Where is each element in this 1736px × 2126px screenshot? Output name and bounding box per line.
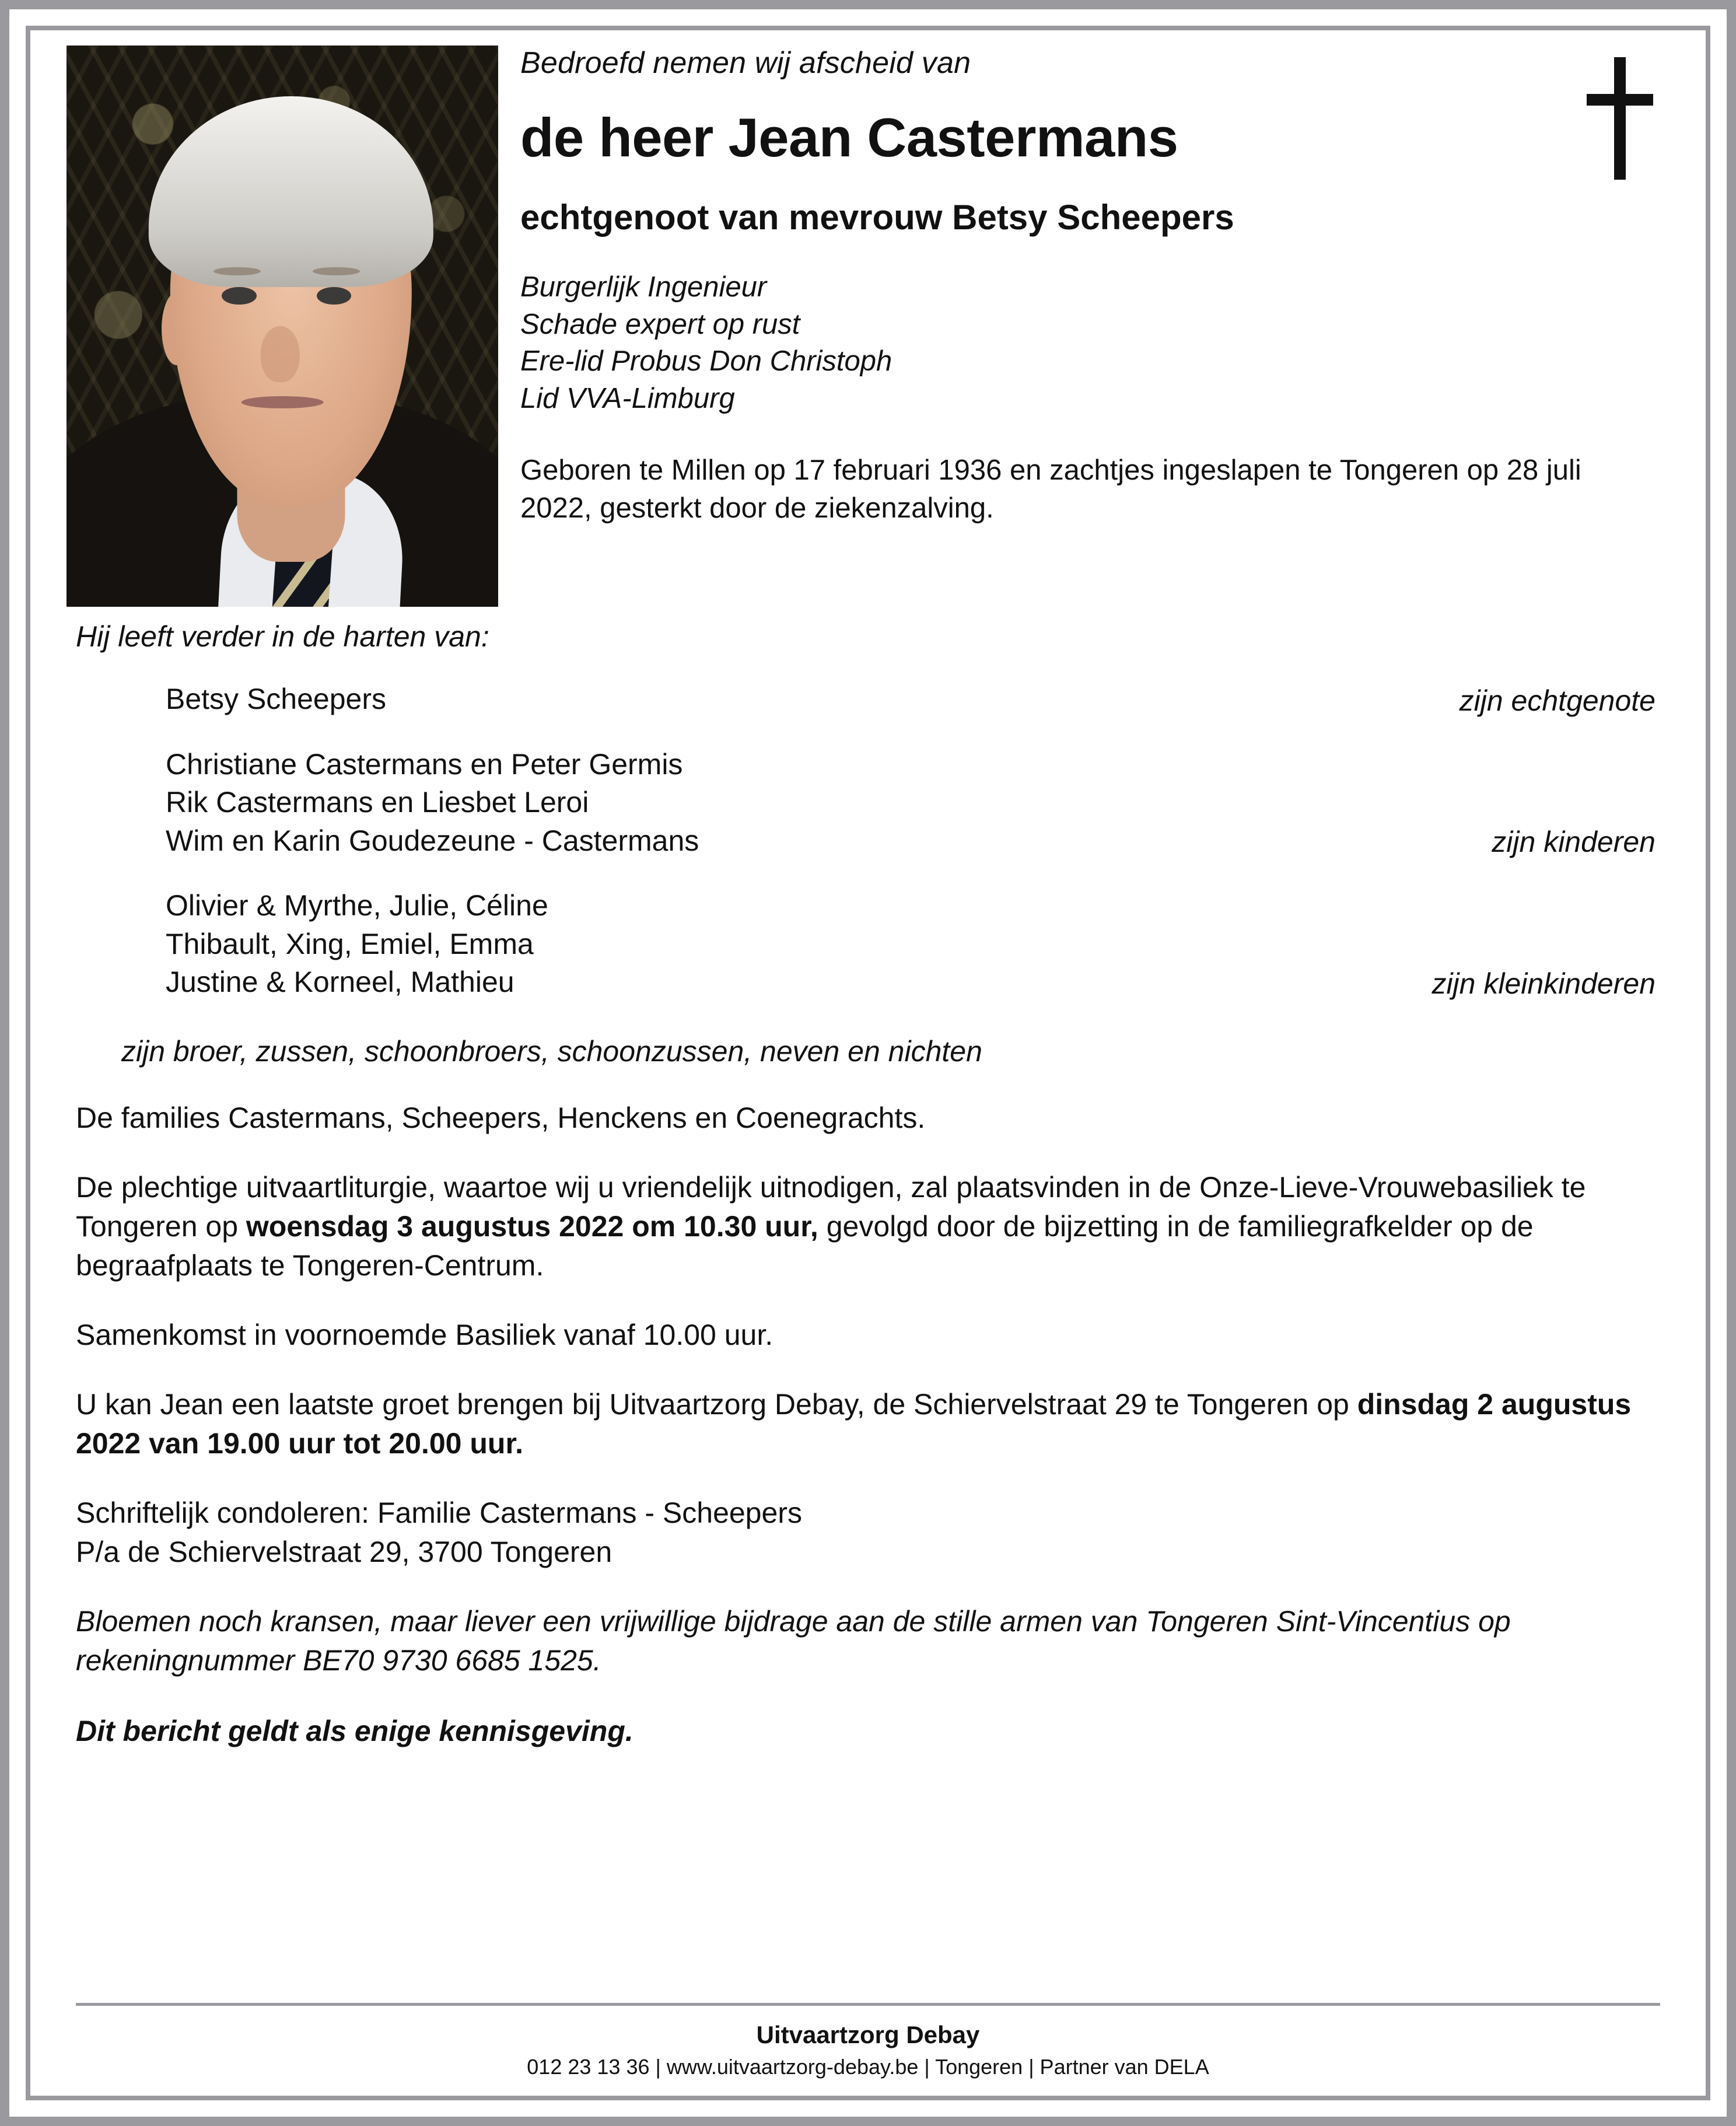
portrait-mouth	[242, 396, 324, 408]
service-text-part2: gevolgd door de bijzetting in de familiegrafkelder op de begraafplaats te Tongeren-Centrum.	[76, 1209, 1534, 1282]
lifespan-text: Geboren te Millen op 17 februari 1936 en zachtjes ingeslapen te Tongeren op 28 juli 2022, gesterkt door de ziekenzalving.	[520, 454, 1581, 524]
service-text-part1: De plechtige uitvaartliturgie, waartoe wij u vriendelijk uitnodigen, zal plaatsvinden in de Onze-Lieve-Vrouwebasiliek te Tongeren op	[76, 1170, 1586, 1243]
family-member: Rik Castermans en Liesbet Leroi	[166, 786, 589, 819]
relatives-line: zijn broer, zussen, schoonbroers, schoonzussen, neven en nichten	[121, 1034, 982, 1068]
visitation-datetime: dinsdag 2 augustus 2022 van 19.00 uur tot 20.00 uur.	[76, 1387, 1632, 1460]
title-line: Lid VVA-Limburg	[520, 383, 735, 415]
visitation-info	[76, 1385, 1660, 1463]
header-text-column	[520, 46, 1659, 527]
title-line: Burgerlijk Ingenieur	[520, 271, 767, 303]
family-member: Betsy Scheepers	[166, 683, 386, 715]
survivors-intro: Hij leeft verder in de harten van:	[76, 620, 489, 653]
family-group-grandchildren	[76, 887, 1660, 1002]
gathering-info: Samenkomst in voornoemde Basiliek vanaf 10.00 uur.	[76, 1318, 774, 1351]
service-details	[76, 1168, 1660, 1285]
condolence-line: Schriftelijk condoleren: Familie Castermans - Scheepers	[76, 1496, 802, 1529]
visitation-text-part1: U kan Jean een laatste groet brengen bij Uitvaartzorg Debay, de Schiervelstraat 29 te Tongeren op	[76, 1387, 1357, 1421]
donation-request: Bloemen noch kransen, maar liever een vrijwillige bijdrage aan de stille armen van Tongeren Sint-Vincentius op rekeningnummer BE70 9730 6685 1525.	[76, 1604, 1511, 1677]
titles-list	[520, 269, 1659, 418]
memorial-card-white-margin	[9, 9, 1727, 2117]
condolence-line: P/a de Schiervelstraat 29, 3700 Tongeren	[76, 1535, 612, 1568]
notice-footer	[30, 2003, 1706, 2079]
service-datetime: woensdag 3 augustus 2022 om 10.30 uur,	[246, 1209, 818, 1243]
family-member: Christiane Castermans en Peter Germis	[166, 747, 683, 781]
family-names	[166, 746, 699, 861]
portrait-eye-left	[222, 287, 256, 305]
memorial-card-inner-frame	[26, 26, 1710, 2100]
family-member: Olivier & Myrthe, Julie, Céline	[166, 889, 548, 922]
family-member: Thibault, Xing, Emiel, Emma	[166, 927, 534, 960]
funeral-home-name: Uitvaartzorg Debay	[756, 2021, 980, 2048]
family-group-spouse	[76, 680, 1660, 719]
family-names	[166, 680, 386, 719]
family-member: Justine & Korneel, Mathieu	[166, 966, 514, 998]
families-line: De families Castermans, Scheepers, Henckens en Coenegrachts.	[76, 1101, 926, 1134]
family-role: zijn kinderen	[1492, 826, 1656, 858]
lead-line: Bedroefd nemen wij afscheid van	[520, 46, 971, 80]
family-role: zijn kleinkinderen	[1432, 967, 1656, 1000]
deceased-name: de heer Jean Castermans	[520, 107, 1178, 168]
single-notification-note: Dit bericht geldt als enige kennisgeving.	[76, 1714, 634, 1747]
condolence-address	[76, 1494, 1660, 1572]
funeral-home-contact: 012 23 13 36 | www.uitvaartzorg-debay.be | Tongeren | Partner van DELA	[527, 2055, 1209, 2079]
memorial-card-sheet	[30, 30, 1706, 2096]
footer-divider	[76, 2003, 1660, 2006]
family-member: Wim en Karin Goudezeune - Castermans	[166, 824, 699, 857]
notice-header	[30, 30, 1706, 608]
family-names	[166, 887, 548, 1002]
spouse-line: echtgenoot van mevrouw Betsy Scheepers	[520, 198, 1234, 237]
notice-body	[30, 620, 1706, 1748]
title-line: Ere-lid Probus Don Christoph	[520, 345, 892, 377]
title-line: Schade expert op rust	[520, 308, 800, 340]
family-role: zijn echtgenote	[1459, 684, 1656, 717]
family-group-children	[76, 746, 1660, 861]
portrait-nose	[261, 326, 300, 382]
deceased-portrait-photo	[66, 46, 498, 607]
